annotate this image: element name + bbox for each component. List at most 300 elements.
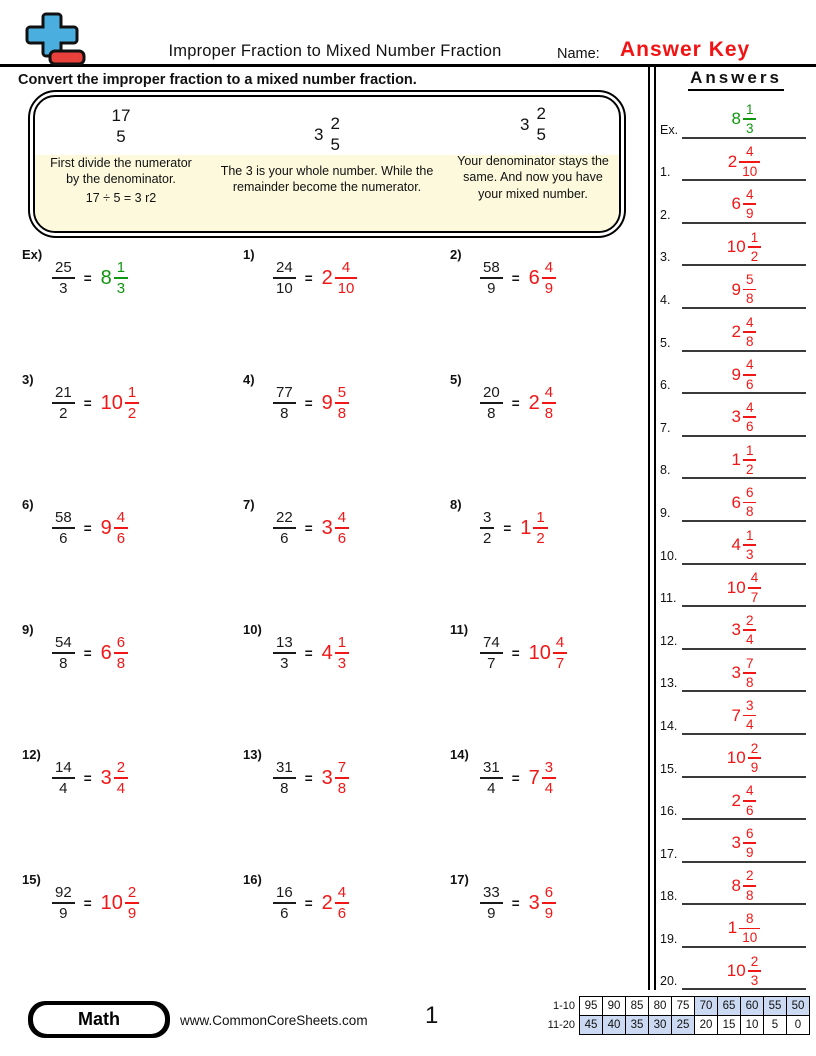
answer-row [656, 650, 816, 693]
answer-row [656, 266, 816, 309]
answer-mixed-number [732, 188, 757, 221]
problem [450, 622, 567, 679]
equals-sign: = [511, 395, 520, 411]
problem [243, 622, 349, 679]
answer-row [656, 309, 816, 352]
fraction-numerator: 7 [745, 655, 754, 671]
example-whole-number: 3 [520, 114, 530, 134]
example-step-2-text: The 3 is your whole number. While the remainder become the numerator. [220, 163, 434, 194]
answer-blank [682, 827, 806, 860]
example-box-inner [33, 95, 621, 233]
fraction-numerator: 4 [341, 259, 351, 276]
grading-table [533, 996, 810, 1035]
problem-fraction [52, 260, 75, 296]
fraction-denominator: 6 [116, 530, 126, 547]
answer-mixed-number [732, 529, 757, 562]
fraction-numerator: 4 [337, 884, 347, 901]
answer-mixed-number [727, 571, 761, 604]
answer-row [656, 820, 816, 863]
answer-whole-number: 4 [321, 641, 333, 664]
answer-blank [682, 188, 806, 221]
fraction-denominator: 8 [745, 887, 754, 903]
website-url: www.CommonCoreSheets.com [180, 1013, 368, 1028]
answer-fraction [335, 885, 349, 921]
header-divider [0, 64, 816, 67]
answer-mixed-number [727, 955, 761, 988]
answer-whole-number: 9 [100, 516, 112, 539]
answer-blank [682, 742, 806, 775]
equals-sign: = [304, 770, 313, 786]
fraction-denominator: 2 [745, 461, 754, 477]
example-box [28, 90, 626, 238]
problem-number-label: 3) [22, 372, 34, 387]
answer-mixed-number [732, 273, 757, 306]
answer-mixed-number [520, 510, 547, 546]
problem-fraction [273, 885, 296, 921]
fraction-denominator: 9 [745, 206, 754, 222]
equals-sign: = [83, 895, 92, 911]
answer-fraction [743, 699, 757, 732]
problem-number-label: 11) [450, 622, 469, 637]
fraction-denominator: 10 [276, 280, 293, 297]
fraction-denominator: 8 [280, 405, 289, 422]
fraction-numerator: 5 [337, 384, 347, 401]
grading-score-cell: 25 [672, 1016, 695, 1035]
answer-number-label: Ex. [660, 122, 679, 137]
answer-whole-number: 9 [731, 279, 741, 299]
problem [22, 872, 139, 929]
example-step-2 [207, 97, 447, 231]
grading-score-cell: 75 [672, 997, 695, 1016]
fraction-numerator: 21 [55, 384, 72, 401]
fraction-denominator: 6 [280, 530, 289, 547]
answer-fraction [335, 385, 349, 421]
answer-blank [682, 231, 806, 264]
answer-mixed-number [322, 510, 349, 546]
problem-number-label: 4) [243, 372, 255, 387]
answer-mixed-number [529, 635, 568, 671]
answer-number-label: 5. [660, 335, 671, 350]
problem-number-label: 1) [243, 247, 255, 262]
answer-row [656, 692, 816, 735]
answer-whole-number: 3 [731, 620, 741, 640]
problem-fraction [480, 385, 503, 421]
answer-number-label: 1. [660, 165, 671, 180]
answer-blank [682, 486, 806, 519]
fraction-denominator: 3 [745, 121, 754, 137]
example-denominator: 5 [536, 125, 546, 145]
answer-fraction [743, 188, 757, 221]
answer-mixed-number [732, 869, 757, 902]
fraction-numerator: 4 [337, 509, 347, 526]
answer-key-label: Answer Key [620, 38, 751, 61]
fraction-numerator: 2 [750, 953, 759, 969]
fraction-denominator: 8 [745, 291, 754, 307]
answer-number-label: 7. [660, 420, 671, 435]
fraction-denominator: 9 [487, 905, 496, 922]
problem-fraction [52, 760, 75, 796]
answer-whole-number: 3 [731, 407, 741, 427]
fraction-denominator: 9 [544, 905, 554, 922]
answer-fraction [114, 635, 128, 671]
answer-fraction [739, 145, 760, 178]
grading-row [533, 997, 810, 1016]
problem-fraction [52, 510, 75, 546]
answer-mixed-number [732, 699, 757, 732]
fraction-denominator: 8 [337, 780, 347, 797]
fraction-denominator: 3 [59, 280, 68, 297]
answer-fraction [542, 760, 556, 796]
problem [450, 372, 556, 429]
answer-fraction [743, 358, 757, 391]
answer-mixed-number [732, 316, 757, 349]
answer-mixed-number [529, 760, 556, 796]
answer-whole-number: 9 [731, 364, 741, 384]
fraction-denominator: 8 [487, 405, 496, 422]
example-step-3-text: Your denominator stays the same. And now you have your mixed number. [457, 153, 609, 201]
answer-blank [682, 657, 806, 690]
answer-fraction [743, 784, 757, 817]
fraction-denominator: 4 [487, 780, 496, 797]
fraction-denominator: 6 [745, 802, 754, 818]
answer-fraction [748, 571, 762, 604]
fraction-numerator: 24 [276, 259, 293, 276]
answer-number-label: 10. [660, 548, 678, 563]
problem-number-label: 2) [450, 247, 462, 262]
problem [450, 747, 556, 804]
fraction-numerator: 4 [750, 570, 759, 586]
grading-score-cell: 95 [580, 997, 603, 1016]
problem-number-label: 7) [243, 497, 255, 512]
fraction-denominator: 7 [750, 589, 759, 605]
answer-blank [682, 401, 806, 434]
grading-score-cell: 15 [718, 1016, 741, 1035]
answer-number-label: 8. [660, 463, 671, 478]
problem [243, 872, 349, 929]
answer-fraction [114, 260, 128, 296]
answer-mixed-number [101, 635, 128, 671]
answer-row [656, 863, 816, 906]
grading-score-cell: 50 [787, 997, 810, 1016]
fraction-denominator: 4 [116, 780, 126, 797]
fraction-numerator: 4 [116, 509, 126, 526]
grading-score-cell: 80 [649, 997, 672, 1016]
answer-row [656, 565, 816, 608]
fraction-numerator: 20 [483, 384, 500, 401]
fraction-denominator: 8 [59, 655, 68, 672]
answer-mixed-number [529, 885, 556, 921]
answer-mixed-number [732, 358, 757, 391]
answer-mixed-number [732, 444, 757, 477]
fraction-numerator: 6 [116, 634, 126, 651]
answer-fraction [743, 529, 757, 562]
problem [450, 872, 556, 929]
answer-row [656, 352, 816, 395]
answer-blank [682, 529, 806, 562]
answer-mixed-number [732, 401, 757, 434]
problem [22, 372, 139, 429]
grading-score-cell: 60 [741, 997, 764, 1016]
answer-fraction [125, 385, 139, 421]
problem-number-label: 14) [450, 747, 469, 762]
example-step-1-text: First divide the numerator by the denominator. [50, 155, 192, 186]
equals-sign: = [304, 645, 313, 661]
fraction-numerator: 5 [745, 272, 754, 288]
fraction-numerator: 8 [745, 911, 754, 927]
page-title: Improper Fraction to Mixed Number Fraction [168, 42, 502, 60]
answer-row [656, 479, 816, 522]
answer-number-label: 6. [660, 378, 671, 393]
answer-mixed-number [732, 784, 757, 817]
grading-score-cell: 65 [718, 997, 741, 1016]
equals-sign: = [83, 520, 92, 536]
fraction-numerator: 33 [483, 884, 500, 901]
answer-whole-number: 3 [100, 766, 112, 789]
equals-sign: = [511, 770, 520, 786]
problem-fraction [273, 760, 296, 796]
fraction-denominator: 3 [280, 655, 289, 672]
equals-sign: = [304, 270, 313, 286]
answer-blank [682, 614, 806, 647]
answer-blank [682, 358, 806, 391]
fraction-numerator: 2 [745, 612, 754, 628]
answer-fraction [748, 231, 762, 264]
fraction-numerator: 77 [276, 384, 293, 401]
problem-number-label: 10) [243, 622, 262, 637]
grading-row [533, 1016, 810, 1035]
answer-whole-number: 2 [321, 891, 333, 914]
answer-whole-number: 10 [528, 641, 551, 664]
answer-row [656, 139, 816, 182]
fraction-denominator: 9 [544, 280, 554, 297]
fraction-numerator: 1 [745, 101, 754, 117]
answer-mixed-number [732, 614, 757, 647]
fraction-denominator: 2 [750, 248, 759, 264]
answer-fraction [748, 742, 762, 775]
grading-score-cell: 90 [603, 997, 626, 1016]
fraction-denominator: 10 [337, 280, 355, 297]
answer-mixed-number [529, 260, 556, 296]
fraction-numerator: 3 [483, 509, 492, 526]
answer-fraction [743, 401, 757, 434]
answer-mixed-number [101, 385, 140, 421]
grading-score-cell: 40 [603, 1016, 626, 1035]
fraction-numerator: 54 [55, 634, 72, 651]
answer-whole-number: 2 [528, 391, 540, 414]
answer-row [656, 394, 816, 437]
answer-whole-number: 3 [731, 833, 741, 853]
grading-score-cell: 45 [580, 1016, 603, 1035]
answer-fraction [542, 260, 556, 296]
answer-whole-number: 10 [100, 891, 123, 914]
fraction-numerator: 6 [544, 884, 554, 901]
example-mixed-number [520, 103, 546, 146]
answer-row [656, 607, 816, 650]
fraction-numerator: 4 [745, 314, 754, 330]
grading-score-cell: 20 [695, 1016, 718, 1035]
equals-sign: = [511, 270, 520, 286]
fraction-numerator: 2 [750, 740, 759, 756]
answer-fraction [542, 385, 556, 421]
problem-fraction [273, 385, 296, 421]
equals-sign: = [83, 645, 92, 661]
answer-fraction [542, 885, 556, 921]
fraction-denominator: 10 [742, 163, 758, 179]
answer-fraction [743, 869, 757, 902]
answer-whole-number: 2 [321, 266, 333, 289]
fraction-numerator: 14 [55, 759, 72, 776]
answer-mixed-number [732, 657, 757, 690]
fraction-numerator: 3 [544, 759, 554, 776]
answer-mixed-number [322, 635, 349, 671]
answer-row [656, 778, 816, 821]
answer-whole-number: 6 [731, 492, 741, 512]
answer-fraction [748, 955, 762, 988]
fraction-denominator: 6 [280, 905, 289, 922]
fraction-denominator: 2 [483, 530, 492, 547]
fraction-numerator: 4 [745, 144, 754, 160]
fraction-numerator: 3 [745, 698, 754, 714]
answer-whole-number: 10 [100, 391, 123, 414]
equals-sign: = [83, 270, 92, 286]
fraction-numerator: 2 [745, 868, 754, 884]
answer-whole-number: 1 [727, 918, 738, 938]
answer-row [656, 224, 816, 267]
fraction-numerator: 1 [127, 384, 137, 401]
fraction-denominator: 3 [337, 655, 347, 672]
problem [243, 372, 349, 429]
fraction-numerator: 1 [337, 634, 347, 651]
example-mixed-number [314, 113, 340, 156]
problem [22, 497, 128, 554]
answer-mixed-number [727, 742, 761, 775]
equals-sign: = [511, 895, 520, 911]
fraction-denominator: 9 [127, 905, 137, 922]
answer-fraction [743, 444, 757, 477]
fraction-denominator: 6 [337, 905, 347, 922]
example-numerator: 2 [536, 104, 546, 123]
answer-whole-number: 2 [727, 151, 738, 171]
answer-whole-number: 9 [321, 391, 333, 414]
fraction-numerator: 4 [544, 384, 554, 401]
fraction-numerator: 92 [55, 884, 72, 901]
answer-blank [682, 955, 806, 988]
problem-fraction [273, 635, 296, 671]
answer-mixed-number [101, 885, 140, 921]
example-step-1 [35, 97, 207, 231]
answer-mixed-number [101, 260, 128, 296]
answer-mixed-number [732, 486, 757, 519]
grading-range-label: 11-20 [547, 1019, 575, 1031]
fraction-denominator: 3 [750, 972, 759, 988]
answers-header [656, 68, 816, 91]
problem-number-label: 15) [22, 872, 41, 887]
fraction-denominator: 2 [59, 405, 68, 422]
answer-number-label: 16. [660, 804, 678, 819]
example-division-equation: 17 ÷ 5 = 3 r2 [85, 190, 157, 205]
fraction-denominator: 2 [127, 405, 137, 422]
name-label: Name: [557, 46, 600, 62]
plus-minus-logo-icon [20, 10, 108, 75]
fraction-numerator: 58 [55, 509, 72, 526]
fraction-denominator: 8 [116, 655, 126, 672]
fraction-numerator: 7 [337, 759, 347, 776]
answer-row [656, 96, 816, 139]
problem-number-label: 16) [243, 872, 262, 887]
answer-mixed-number [727, 231, 761, 264]
equals-sign: = [511, 645, 520, 661]
answer-mixed-number [732, 827, 757, 860]
grading-score-cell: 5 [764, 1016, 787, 1035]
fraction-numerator: 4 [544, 259, 554, 276]
answer-blank [682, 444, 806, 477]
answer-whole-number: 3 [321, 766, 333, 789]
answer-fraction [553, 635, 567, 671]
fraction-numerator: 1 [116, 259, 126, 276]
fraction-numerator: 74 [483, 634, 500, 651]
answer-mixed-number [728, 145, 761, 178]
fraction-denominator: 3 [745, 547, 754, 563]
problem-number-label: Ex) [22, 247, 43, 262]
answer-mixed-number [101, 760, 128, 796]
fraction-denominator: 8 [544, 405, 554, 422]
fraction-denominator: 7 [487, 655, 496, 672]
fraction-numerator: 22 [276, 509, 293, 526]
fraction-numerator: 31 [276, 759, 293, 776]
grading-score-cell: 0 [787, 1016, 810, 1035]
answer-whole-number: 10 [726, 961, 746, 981]
answer-mixed-number [101, 510, 128, 546]
fraction-denominator: 9 [487, 280, 496, 297]
answer-whole-number: 1 [731, 449, 741, 469]
answer-row [656, 948, 816, 991]
answer-row [656, 522, 816, 565]
answer-blank [682, 145, 806, 178]
example-numerator: 17 [111, 106, 131, 125]
example-denominator: 5 [116, 127, 126, 147]
answer-whole-number: 3 [731, 662, 741, 682]
fraction-numerator: 4 [745, 186, 754, 202]
answer-number-label: 9. [660, 505, 671, 520]
fraction-numerator: 1 [745, 442, 754, 458]
fraction-denominator: 6 [745, 419, 754, 435]
answer-blank [682, 784, 806, 817]
answer-fraction [335, 260, 358, 296]
answer-fraction [335, 510, 349, 546]
grading-range-label: 1-10 [552, 1000, 575, 1012]
answer-blank [682, 103, 806, 136]
problem-fraction [480, 635, 503, 671]
fraction-denominator: 8 [745, 504, 754, 520]
answer-fraction [114, 760, 128, 796]
answer-row [656, 735, 816, 778]
problem [22, 247, 128, 304]
problem-fraction [480, 760, 503, 796]
example-numerator: 2 [330, 114, 340, 133]
answer-number-label: 19. [660, 931, 678, 946]
answer-number-label: 15. [660, 761, 678, 776]
answer-whole-number: 3 [528, 891, 540, 914]
equals-sign: = [503, 520, 512, 536]
answer-blank [682, 316, 806, 349]
fraction-denominator: 4 [745, 717, 754, 733]
fraction-denominator: 8 [280, 780, 289, 797]
grading-score-cell: 70 [695, 997, 718, 1016]
fraction-numerator: 31 [483, 759, 500, 776]
fraction-denominator: 9 [745, 845, 754, 861]
answer-fraction [743, 827, 757, 860]
fraction-denominator: 6 [745, 376, 754, 392]
